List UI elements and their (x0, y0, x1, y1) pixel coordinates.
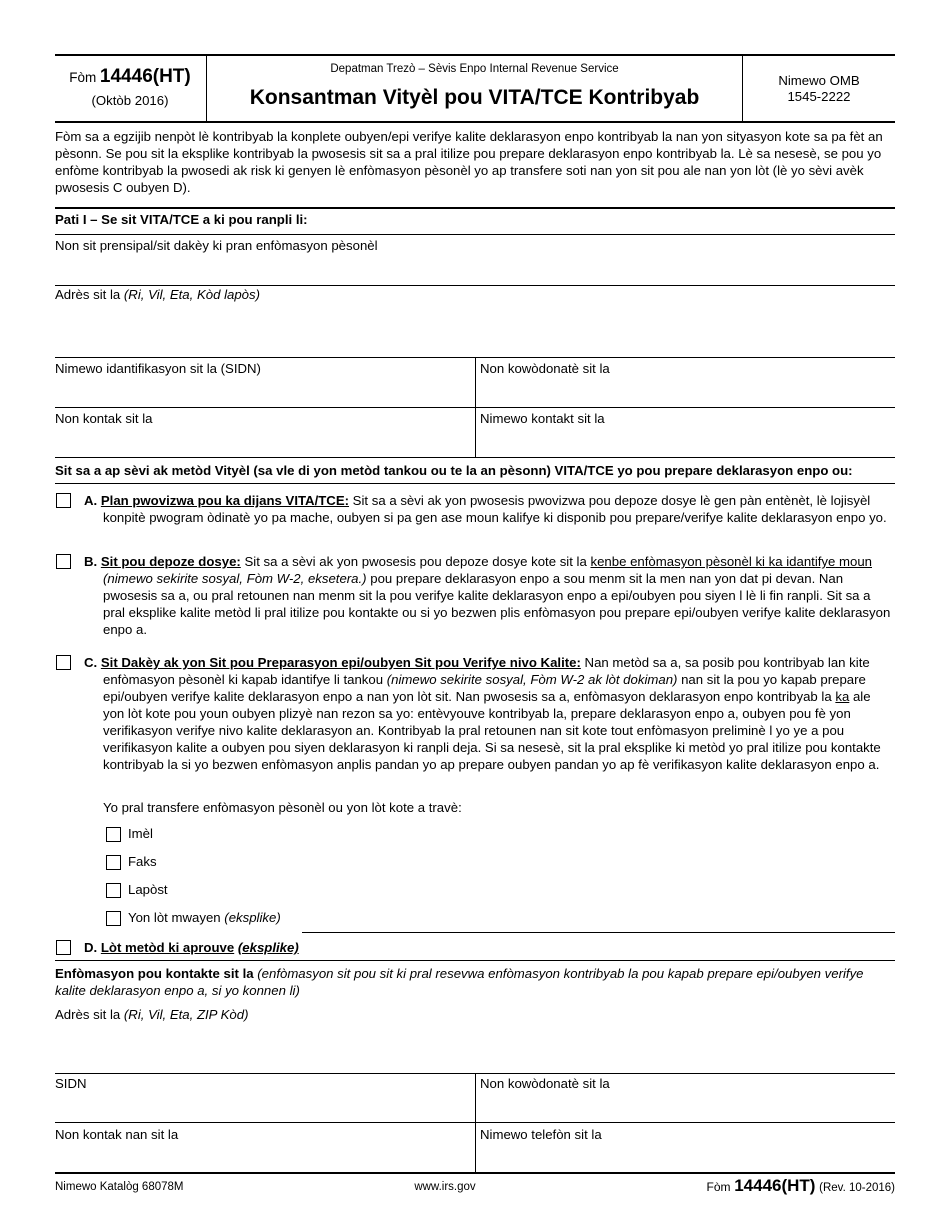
intro-text: Fòm sa a egzijib nenpòt lè kontribyab la konplete oubyen/epi verifye kalite deklarasyon enpo kontribyab la nan yon sityasyon kote sa pa fèt an pèsonn. Se pou sit la eksplike kontribyab la pwosesis sit sa a pral itilize pou prepare deklarasyon enpo kontribyab la. Lè sa nesesè, se pou yo enfòme kontribyab la pwosedi ak risk ki genyen lè enfòmasyon pèsonèl yo ap transfere soti nan yon sit pou ale nan yon lòt (lè yo sèvi avèk pwosesis C oubyen D). (55, 129, 883, 195)
receiving-address-hint: (Ri, Vil, Eta, ZIP Kòd) (123, 1007, 249, 1022)
option-d-checkbox[interactable] (56, 940, 71, 955)
transfer-fax-label: Faks (128, 854, 157, 869)
receiving-phone-label: Nimewo telefòn sit la (480, 1127, 602, 1142)
contact-number-label: Nimewo kontakt sit la (480, 411, 605, 426)
omb-number: 1545-2222 (787, 89, 851, 104)
option-d-hint: (eksplike) (237, 940, 299, 955)
receiving-sidn-label: SIDN (55, 1076, 87, 1091)
footer-form-id: Fòm 14446(HT) (Rev. 10-2016) (706, 1176, 895, 1195)
option-a-text: Sit sa a sèvi ak yon pwosesis pwovizwa pou depoze dosye lè gen pàn entènèt, lè lojisyèl konpitè pwogram òdinatè yo pa mache, oubyen si pa gen ase moun kalifye ki disponib pou prepare/verifye kalite deklarasyon enpo yo. (103, 493, 887, 525)
option-c-checkbox[interactable] (56, 655, 71, 670)
option-a-title: Plan pwovizwa pou ka dijans VITA/TCE: (100, 493, 350, 508)
footer-top-rule[interactable] (55, 1172, 895, 1174)
method-heading: Sit sa a ap sèvi ak metòd Vityèl (sa vle di yon metòd tankou ou te la an pèsonn) VITA/TCE yo pou prepare deklarasyon enpo ou: (55, 463, 853, 478)
transfer-mail-checkbox[interactable] (106, 883, 121, 898)
transfer-other-field-line[interactable] (302, 932, 895, 933)
option-d-rule (55, 960, 895, 961)
transfer-email-checkbox[interactable] (106, 827, 121, 842)
site-address-hint: (Ri, Vil, Eta, Kòd lapòs) (123, 287, 260, 302)
option-b-letter: B. (84, 554, 98, 569)
transfer-other-hint: (eksplike) (224, 910, 281, 925)
contact-section-hint: (enfòmasyon sit pou sit ki pral resevwa enfòmasyon kontribyab la pou kapab prepare epi/oubyen verifye kalite deklarasyon enpo a, si yo konnen li) (55, 966, 864, 998)
option-c-title: Sit Dakèy ak yon Sit pou Preparasyon epi/oubyen Sit pou Verifye nivo Kalite: (100, 655, 581, 670)
catalog-number: Nimewo Katalòg 68078M (55, 1181, 184, 1193)
transfer-label: Yo pral transfere enfòmasyon pèsonèl ou yon lòt kote a travè: (103, 800, 462, 815)
transfer-other-label: Yon lòt mwayen (eksplike) (128, 910, 281, 925)
option-a-checkbox[interactable] (56, 493, 71, 508)
part1-grid-bottom-rule[interactable] (55, 457, 895, 458)
option-a-letter: A. (84, 493, 98, 508)
option-b-underlined: kenbe enfòmasyon pèsonèl ki ka idantifye moun (590, 554, 872, 569)
footer-revision: (Rev. 10-2016) (819, 1182, 895, 1194)
form-id (55, 66, 205, 88)
option-a (84, 492, 894, 526)
option-d (84, 939, 894, 956)
contact-name-label: Non kontak sit la (55, 411, 153, 426)
transfer-mail-label: Lapòst (128, 882, 168, 897)
header-bottom-rule (55, 121, 895, 123)
contact-grid-divider (475, 1073, 476, 1173)
option-b-checkbox[interactable] (56, 554, 71, 569)
receiving-coordinator-label: Non kowòdonatè sit la (480, 1076, 610, 1091)
contact-grid-mid-rule[interactable] (55, 1122, 895, 1123)
site-address-label: Adrès sit la (Ri, Vil, Eta, Kòd lapòs) (55, 287, 260, 302)
transfer-fax-checkbox[interactable] (106, 855, 121, 870)
form-title: Konsantman Vityèl pou VITA/TCE Kontribyab (249, 86, 700, 109)
option-b: B. Sit pou depoze dosye: Sit sa a sèvi ak yon pwosesis pou depoze dosye kote sit la kenbe enfòmasyon pèsonèl ki ka idantifye moun (nimewo sekirite sosyal, Fòm W-2, eksetera.) pou prepare deklarasyon enpo a sou menm sit la men nan yon dat pi devan. Nan pwosesis sa a, ou pral retounen nan menm sit la pou verifye kalite deklarasyon enpo a epi/oubyen pou siyen l lè li fin ranpli. Sit sa a pral eksplike kalite metòd li pral itilize pou kontakte ou si yo bezwen plis enfòmasyon pou prepare epi/oubyen verifye kalite deklarasyon enpo a. (84, 554, 891, 637)
option-c-letter: C. (84, 655, 98, 670)
form-date: (Oktòb 2016) (91, 93, 169, 108)
option-c: C. Sit Dakèy ak yon Sit pou Preparasyon epi/oubyen Sit pou Verifye nivo Kalite: Nan metòd sa a, sa posib pou kontribyab lan kite enfòmasyon pèsonèl ki kapab idantifye li tankou (nimewo sekirite sosyal, Fòm W-2 ak lòt dokiman) nan sit la pou yo kapab prepare epi/oubyen verifye kalite deklarasyon enpo a nan yon lòt sit. Nan pwosesis sa a, enfòmasyon deklarasyon enpo kontribyab la ka ale yon lòt kote pou youn oubyen plizyè nan rezon sa yo: entèvyouve kontribyab la, prepare deklarasyon enpo a, oubyen pou fè yon verifikasyon verifye nivo kalite deklarasyon an. Kontribyab la pral retounen nan sit kote tout enfòmasyon preliminè l yo ye a pou verifikasyon kalite a oubyen pou siyen deklarasyon ki ranpli deja. Si sa nesesè, sit la pral eksplike ki metòd yo pral itilize pou kontakte kontribyab la si yo bezwen enfòmasyon anplis pandan yo ap prepare oubyen pandan yo ap fè verifikasyon kalite deklarasyon enpo a. (84, 655, 881, 772)
part1-heading-rule (55, 234, 895, 235)
irs-website: www.irs.gov (414, 1181, 476, 1193)
agency-name: Depatman Trezò – Sèvis Enpo Internal Revenue Service (330, 63, 619, 75)
sidn-label: Nimewo idantifikasyon sit la (SIDN) (55, 361, 261, 376)
part1-heading: Pati I – Se sit VITA/TCE a ki pou ranpli li: (55, 212, 308, 227)
part1-grid-mid-rule[interactable] (55, 407, 895, 408)
omb-label: Nimewo OMB (778, 73, 860, 88)
method-heading-rule (55, 483, 895, 484)
coordinator-label: Non kowòdonatè sit la (480, 361, 610, 376)
footer-form-number: 14446(HT) (734, 1176, 816, 1195)
receiving-address-label: Adrès sit la (Ri, Vil, Eta, ZIP Kòd) (55, 1007, 249, 1022)
part1-top-rule (55, 207, 895, 209)
option-b-title: Sit pou depoze dosye: (100, 554, 241, 569)
site-name-field-line[interactable] (55, 285, 895, 286)
option-c-underlined: ka (835, 689, 850, 704)
option-d-letter: D. (84, 940, 98, 955)
contact-section-heading: Enfòmasyon pou kontakte sit la (enfòmasyon sit pou sit ki pral resevwa enfòmasyon kontribyab la pou kapab prepare epi/oubyen verifye kalite deklarasyon enpo a, si yo konnen li) (55, 966, 864, 998)
site-name-label: Non sit prensipal/sit dakèy ki pran enfòmasyon pèsonèl (55, 238, 378, 253)
form-prefix: Fòm (69, 70, 97, 85)
receiving-contact-label: Non kontak nan sit la (55, 1127, 179, 1142)
transfer-email-label: Imèl (128, 826, 153, 841)
option-d-title: Lòt metòd ki aprouve (100, 940, 235, 955)
header-top-rule (55, 54, 895, 56)
form-number: 14446(HT) (99, 66, 191, 87)
transfer-other-checkbox[interactable] (106, 911, 121, 926)
